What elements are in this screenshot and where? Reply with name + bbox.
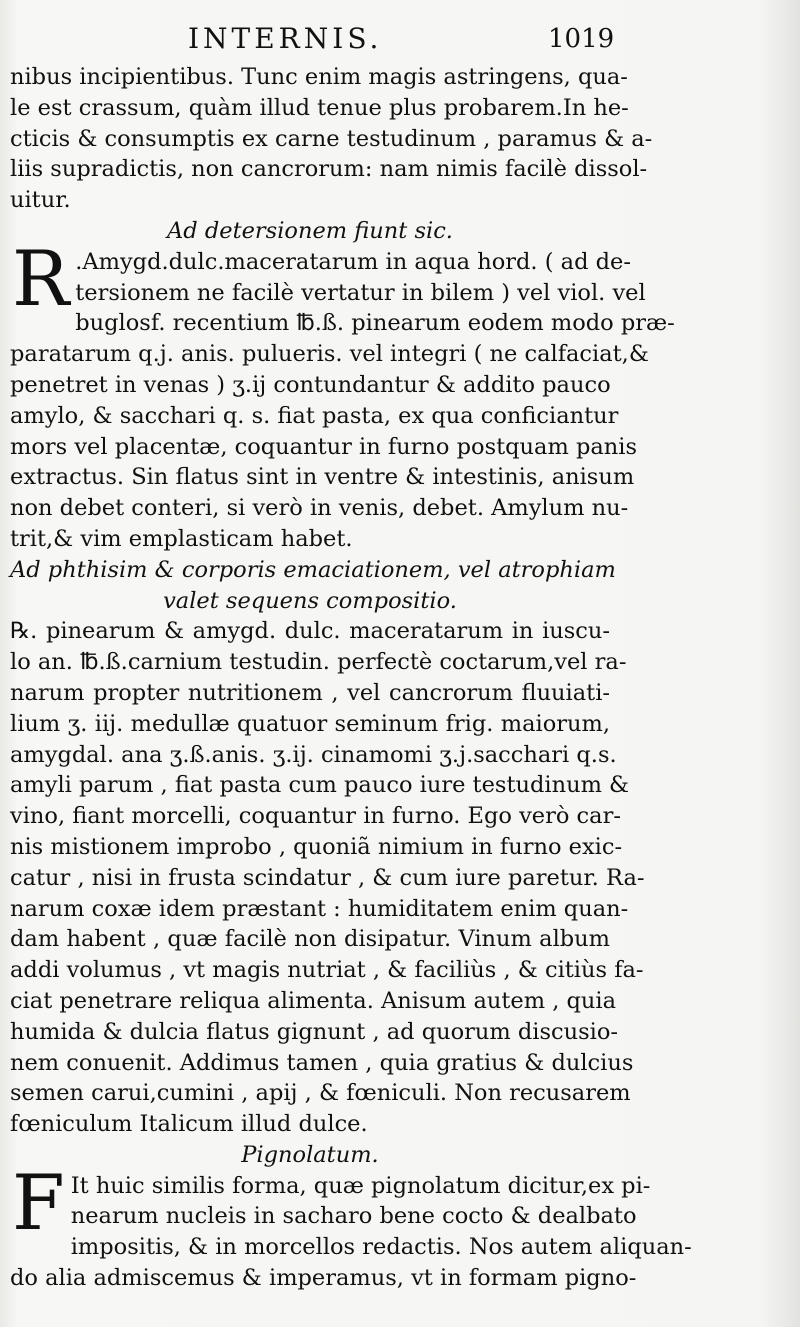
text-line: ℞. pinearum & amygd. dulc. maceratarum in iuscu- — [10, 618, 610, 645]
text-line: trit,& vim emplasticam habet. — [10, 525, 353, 552]
page-header — [0, 22, 800, 62]
drop-cap: F — [12, 1157, 65, 1247]
text-line: lium ʒ. iij. medullæ quatuor seminum frig. maiorum, — [10, 710, 610, 737]
text-line: ciat penetrare reliqua alimenta. Anisum autem , quia — [10, 987, 617, 1014]
text-line: narum propter nutritionem , vel cancrorum fluuiati- — [10, 679, 610, 706]
text-line: paratarum q.j. anis. pulueris. vel integri ( ne calfaciat,& — [10, 341, 649, 368]
section-heading: Pignolatum. — [241, 1141, 379, 1168]
text-line: catur , nisi in frusta scindatur , & cum iure paretur. Ra- — [10, 864, 645, 891]
section-heading: Ad phthisim & corporis emaciationem, vel atrophiam — [10, 556, 616, 583]
text-line: tersionem ne facilè vertatur in bilem ) vel viol. vel — [75, 279, 646, 306]
text-line: cticis & consumptis ex carne testudinum , paramus & a- — [10, 125, 653, 152]
section-heading: Ad detersionem fiunt sic. — [167, 217, 453, 244]
text-line: penetret in venas ) ʒ.ij contundantur & addito pauco — [10, 371, 611, 398]
text-line: le est crassum, quàm illud tenue plus probarem.In he- — [10, 94, 629, 121]
text-line: nis mistionem improbo , quoniã nimium in furno exic- — [10, 833, 623, 860]
text-line: mors vel placentæ, coquantur in furno postquam panis — [10, 433, 638, 460]
text-line: lo an. ℔.ß.carnium testudin. perfectè coctarum,vel ra- — [10, 649, 627, 676]
running-head: INTERNIS. — [188, 22, 383, 55]
text-line: nem conuenit. Addimus tamen , quia gratius & dulcius — [10, 1049, 634, 1076]
text-line: buglosf. recentium ℔.ß. pinearum eodem modo præ- — [75, 310, 675, 337]
text-line: nearum nucleis in sacharo bene cocto & dealbato — [70, 1203, 637, 1230]
text-line: amylo, & sacchari q. s. fiat pasta, ex qua conficiantur — [10, 402, 619, 429]
text-line: narum coxæ idem præstant : humiditatem enim quan- — [10, 895, 629, 922]
text-line: amygdal. ana ʒ.ß.anis. ʒ.ij. cinamomi ʒ.j.sacchari q.s. — [10, 741, 617, 768]
text-line: dam habent , quæ facilè non disipatur. Vinum album — [10, 926, 610, 953]
page-number: 1019 — [548, 24, 615, 54]
text-line: nibus incipientibus. Tunc enim magis astringens, qua- — [10, 64, 628, 90]
text-line: fœniculum Italicum illud dulce. — [10, 1111, 368, 1138]
text-line: impositis, & in morcellos redactis. Nos autem aliquan- — [70, 1234, 692, 1261]
text-line: extractus. Sin flatus sint in ventre & intestinis, anisum — [10, 464, 635, 491]
text-line: do alia admiscemus & imperamus, vt in formam pigno- — [10, 1265, 637, 1292]
text-line: vino, fiant morcelli, coquantur in furno. Ego verò car- — [10, 803, 621, 830]
text-line: addi volumus , vt magis nutriat , & faciliùs , & citiùs fa- — [10, 957, 644, 984]
text-line: .Amygd.dulc.maceratarum in aqua hord. ( ad de- — [75, 248, 631, 275]
section-heading-continuation: valet sequens compositio. — [163, 587, 457, 614]
text-line: non debet conteri, si verò in venis, debet. Amylum nu- — [10, 495, 629, 522]
text-line: It huic similis forma, quæ pignolatum dicitur,ex pi- — [70, 1172, 651, 1199]
recipe-block — [10, 233, 675, 555]
body-text — [10, 62, 692, 1294]
text-line: amyli parum , fiat pasta cum pauco iure testudinum & — [10, 772, 630, 799]
text-line: uitur. — [10, 187, 71, 214]
text-line: liis supradictis, non cancrorum: nam nimis facilè dissol- — [10, 156, 648, 183]
text-line: humida & dulcia flatus gignunt , ad quorum discusio- — [10, 1018, 619, 1045]
drop-cap: R — [12, 233, 70, 323]
text-line: semen carui,cumini , apij , & fœniculi. Non recusarem — [10, 1080, 631, 1107]
recipe-block — [10, 1157, 692, 1294]
